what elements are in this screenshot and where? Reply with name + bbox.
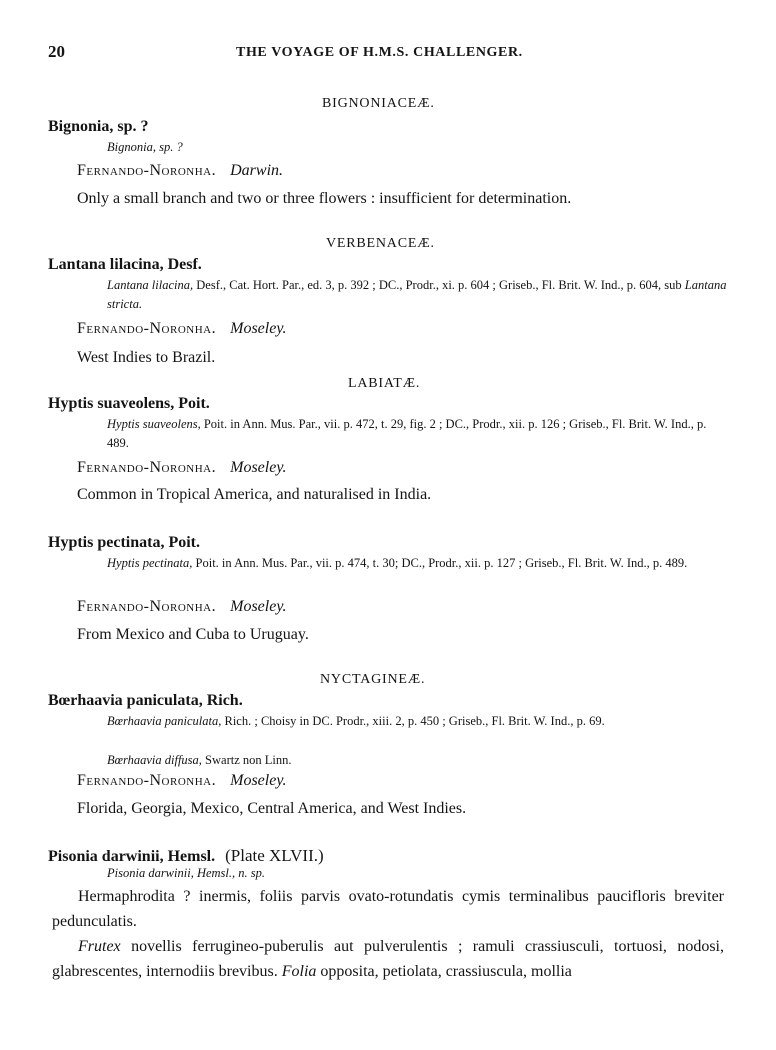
species-name-bignonia: Bignonia, sp. ? <box>48 118 149 135</box>
species-name-hyptis-suaveolens: Hyptis suaveolens, Poit. <box>48 395 210 412</box>
syn-text: Rich. ; Choisy in DC. Prodr., xiii. 2, p. 450 ; Griseb., Fl. Brit. W. Ind., p. 69. <box>221 714 605 728</box>
note-hyptis-suaveolens: Common in Tropical America, and naturalised in India. <box>77 486 432 503</box>
locality-hyptis-suaveolens <box>77 459 287 477</box>
syn-name: Lantana lilacina, <box>107 278 194 292</box>
collector: Moseley. <box>230 459 287 476</box>
synonymy-hyptis-suaveolens <box>107 415 729 453</box>
latin-diagnosis: Hermaphrodita ? inermis, foliis parvis ovato-rotundatis cymis terminalibus paucifloris breviter pedunculatis. <box>52 888 724 930</box>
description-text-a: novellis ferrugineo-puberulis aut pulverulentis ; ramuli crassiusculi, tortuosi, nodosi, glabrescentes, internodiis brevibus. <box>52 938 724 980</box>
species-name-text: Pisonia darwinii, Hemsl. <box>48 848 216 865</box>
note-lantana: West Indies to Brazil. <box>77 349 216 366</box>
term-folia: Folia <box>281 963 317 980</box>
latin-description <box>52 934 724 984</box>
locality-lantana <box>77 320 287 338</box>
description-text-b: opposita, petiolata, crassiuscula, mollia <box>316 963 572 980</box>
locality-place: Fernando-Noronha. <box>77 459 217 476</box>
family-heading-bignoniaceae: BIGNONIACEÆ. <box>322 96 435 111</box>
syn-name: Bœrhaavia paniculata, <box>107 714 222 728</box>
term-frutex: Frutex <box>78 938 121 955</box>
synonymy-lantana <box>107 276 729 314</box>
page-number: 20 <box>48 42 65 61</box>
species-name-pisonia <box>48 846 324 866</box>
note-bignonia: Only a small branch and two or three flowers : insufficient for determination. <box>77 190 572 207</box>
locality-bignonia <box>77 162 283 180</box>
locality-place: Fernando-Noronha. <box>77 162 217 179</box>
syn-text: Desf., Cat. Hort. Par., ed. 3, p. 392 ; DC., Prodr., xi. p. 604 ; Griseb., Fl. Brit. W. Ind., p. 604, sub <box>193 278 685 292</box>
note-boerhaavia: Florida, Georgia, Mexico, Central America, and West Indies. <box>77 800 467 817</box>
collector: Moseley. <box>230 772 287 789</box>
plate-reference: (Plate XLVII.) <box>225 846 324 865</box>
synonymy-boerhaavia-2 <box>107 751 292 770</box>
species-name-lantana: Lantana lilacina, Desf. <box>48 256 202 273</box>
locality-place: Fernando-Noronha. <box>77 772 217 789</box>
family-heading-labiatae: LABIATÆ. <box>348 376 421 391</box>
note-hyptis-pectinata: From Mexico and Cuba to Uruguay. <box>77 626 309 643</box>
synonym-pisonia: Pisonia darwinii, Hemsl., n. sp. <box>107 866 265 880</box>
collector: Moseley. <box>230 598 287 615</box>
syn-name-2: Lantana stricta. <box>107 278 727 311</box>
family-heading-nyctagineae: NYCTAGINEÆ. <box>320 672 426 687</box>
synonymy-hyptis-pectinata <box>107 554 729 573</box>
syn-text: Poit. in Ann. Mus. Par., vii. p. 472, t. 29, fig. 2 ; DC., Prodr., xii. p. 126 ; Griseb., Fl. Brit. W. Ind., p. 489. <box>107 417 707 450</box>
locality-place: Fernando-Noronha. <box>77 598 217 615</box>
syn-name: Hyptis pectinata, <box>107 556 193 570</box>
syn-name: Bœrhaavia diffusa, <box>107 753 202 767</box>
locality-boerhaavia <box>77 772 287 790</box>
syn-text: Poit. in Ann. Mus. Par., vii. p. 474, t. 30; DC., Prodr., xii. p. 127 ; Griseb., Fl. Brit. W. Ind., p. 489. <box>192 556 688 570</box>
family-heading-verbenaceae: VERBENACEÆ. <box>326 236 435 251</box>
collector: Moseley. <box>230 320 287 337</box>
species-name-hyptis-pectinata: Hyptis pectinata, Poit. <box>48 534 200 551</box>
synonymy-boerhaavia <box>107 712 729 731</box>
locality-place: Fernando-Noronha. <box>77 320 217 337</box>
synonym-bignonia: Bignonia, sp. ? <box>107 140 183 154</box>
running-head: THE VOYAGE OF H.M.S. CHALLENGER. <box>236 45 523 60</box>
collector: Darwin. <box>230 162 284 179</box>
syn-name: Hyptis suaveolens, <box>107 417 201 431</box>
species-name-boerhaavia: Bœrhaavia paniculata, Rich. <box>48 692 243 709</box>
locality-hyptis-pectinata <box>77 598 287 616</box>
syn-text: Swartz non Linn. <box>201 753 292 767</box>
